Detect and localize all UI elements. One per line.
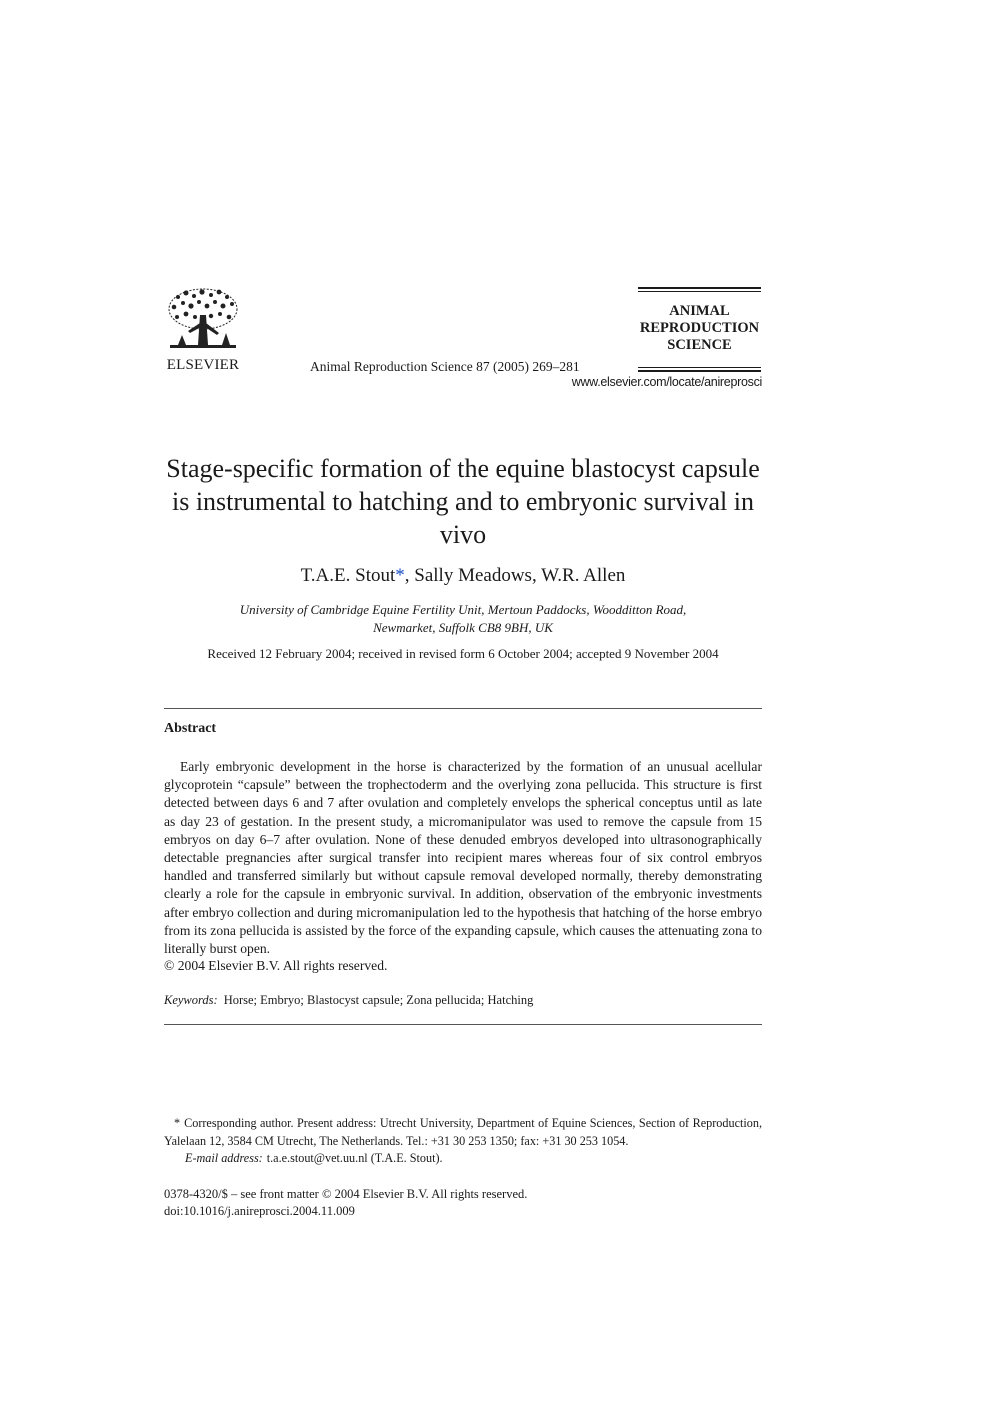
keywords-list: Horse; Embryo; Blastocyst capsule; Zona pellucida; Hatching [223, 993, 534, 1007]
author-email-link[interactable]: t.a.e.stout@vet.uu.nl (T.A.E. Stout). [266, 1151, 443, 1165]
issn-line: 0378-4320/$ – see front matter © 2004 Elsevier B.V. All rights reserved. [164, 1187, 528, 1201]
affiliation-line: Newmarket, Suffolk CB8 9BH, UK [373, 620, 553, 635]
abstract-copyright: © 2004 Elsevier B.V. All rights reserved. [164, 958, 388, 973]
masthead-top-rule-thin [638, 291, 761, 292]
publisher-name: ELSEVIER [166, 357, 240, 373]
corresponding-author-footnote [164, 1115, 762, 1168]
journal-url-link[interactable]: www.elsevier.com/locate/anireprosci [571, 375, 762, 389]
keywords-label: Keywords: [164, 993, 218, 1007]
journal-masthead-title: ANIMAL REPRODUCTION SCIENCE [639, 303, 760, 353]
abstract-heading: Abstract [164, 721, 217, 736]
abstract-text: Early embryonic development in the horse is characterized by the formation of an unusual acellular glycoprotein “capsule” between the trophectoderm and the overlying zona pellucida. This structure is first detected between days 6 and 7 after ovulation and completely envelops the spherical conceptus until as late as day 23 of gestation. In the present study, a micromanipulator was used to remove the capsule from 15 embryos on day 6–7 after ovulation. None of these denuded embryos developed into ultrasonographically detectable pregnancies after surgical transfer into recipient mares whereas four of six control embryos handled and transferred similarly but without capsule removal developed normally, thereby demonstrating clearly a role for the capsule in embryonic survival. In addition, observation of the embryonic investments after embryo collection and during micromanipulation led to the hypothesis that hatching of the horse embryo from its zona pellucida is assisted by the force of the expanding capsule, which causes the attenuating zona to literally burst open. [164, 759, 762, 957]
keywords [164, 993, 762, 1008]
masthead-top-rule [638, 287, 761, 289]
affiliation-line: University of Cambridge Equine Fertility Unit, Mertoun Paddocks, Woodditton Road, [239, 602, 687, 617]
email-label: E-mail address: [185, 1151, 263, 1165]
affiliation [164, 601, 762, 637]
journal-citation: Animal Reproduction Science 87 (2005) 269–281 [310, 359, 580, 374]
abstract-top-divider [164, 708, 762, 709]
front-matter [164, 1186, 527, 1220]
masthead-bottom-rule [638, 370, 761, 372]
corresponding-author-link[interactable]: * [395, 565, 405, 586]
abstract-bottom-divider [164, 1024, 762, 1025]
doi-line[interactable]: doi:10.1016/j.anireprosci.2004.11.009 [164, 1204, 355, 1218]
author-list [164, 565, 762, 587]
footnote-text: Corresponding author. Present address: Utrecht University, Department of Equine Sciences, Section of Reproduction, Yalelaan 12, 3584 CM Utrecht, The Netherlands. Tel.: +31 30 253 1350; fax: +31 30 253 1054. [164, 1116, 762, 1148]
author-stout: T.A.E. Stout [300, 565, 396, 586]
footnote-mark: * [174, 1116, 181, 1130]
other-authors: , Sally Meadows, W.R. Allen [404, 565, 626, 586]
masthead-bottom-rule-thin [638, 367, 761, 368]
elsevier-tree-logo-icon [164, 287, 242, 357]
article-title: Stage-specific formation of the equine blastocyst capsule is instrumental to hatching and to embryonic survival in vivo [166, 454, 760, 549]
received-dates: Received 12 February 2004; received in revised form 6 October 2004; accepted 9 November 2004 [207, 646, 719, 661]
